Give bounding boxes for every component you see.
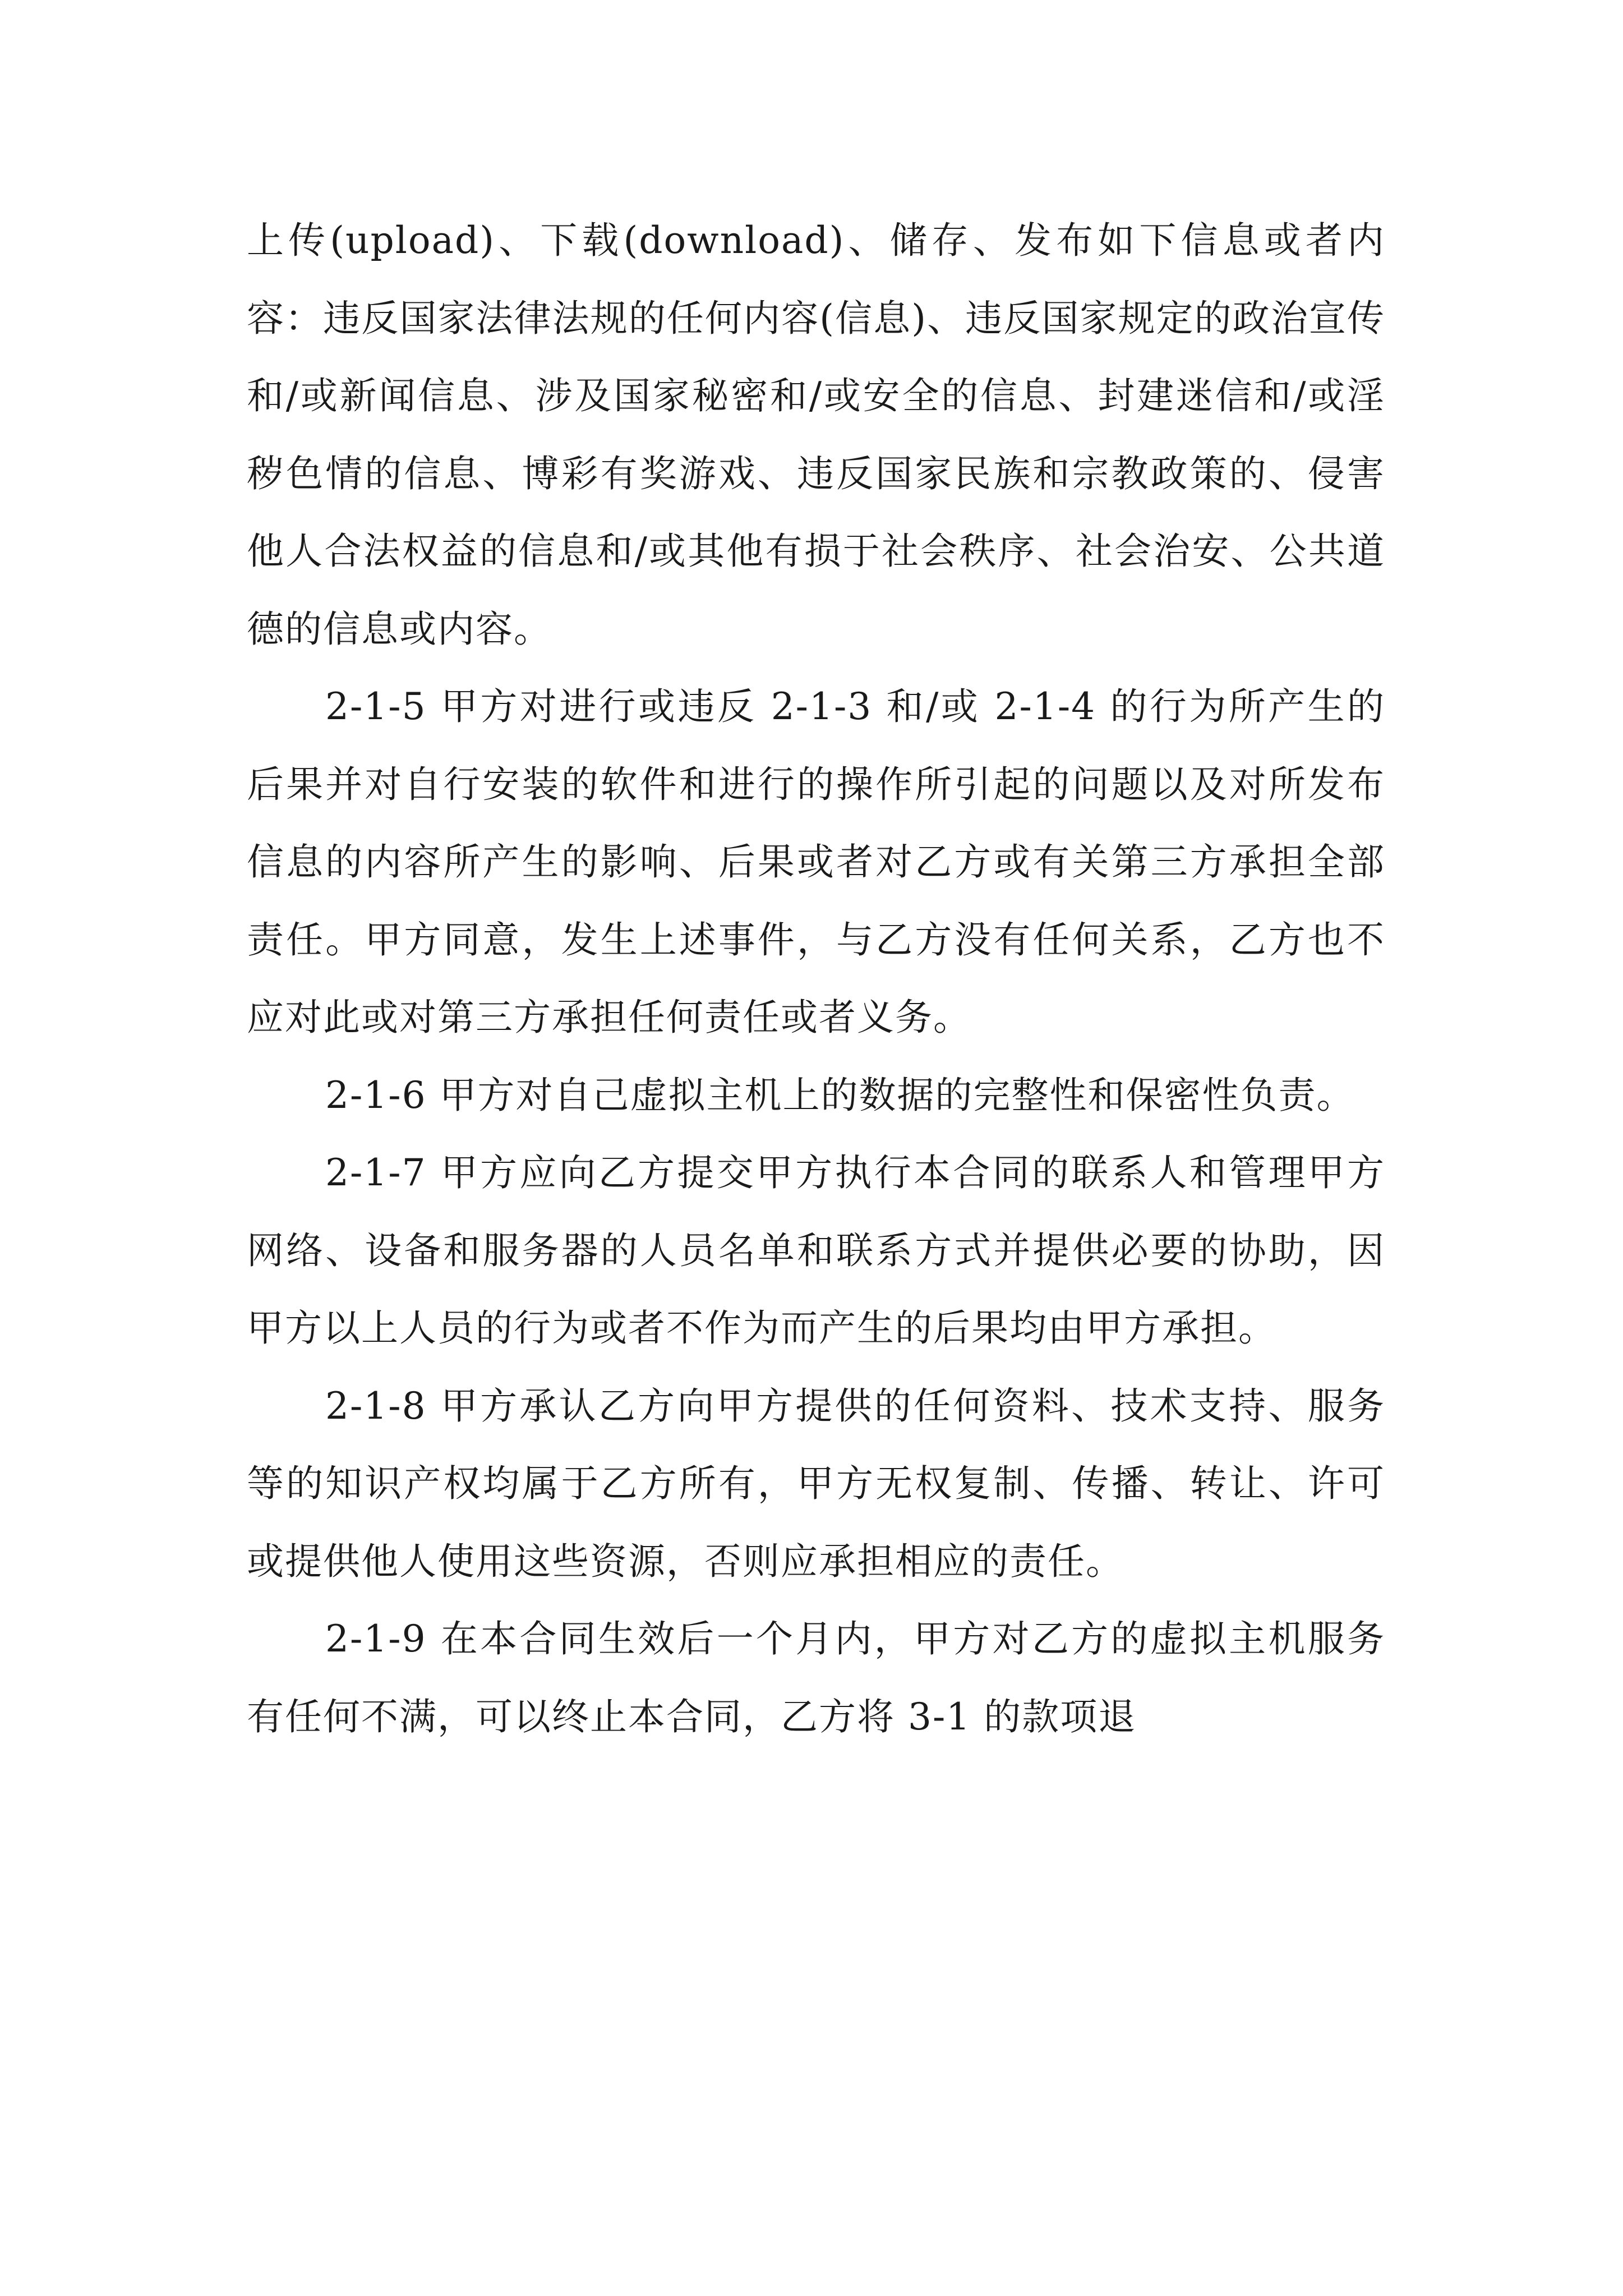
paragraph-clause-2-1-8: 2-1-8 甲方承认乙方向甲方提供的任何资料、技术支持、服务等的知识产权均属于乙方所有，甲方无权复制、传播、转让、许可或提供他人使用这些资源，否则应承担相应的责任。 [247,1384,1385,1583]
document-page [247,202,1385,1756]
paragraph-clause-2-1-5: 2-1-5 甲方对进行或违反 2-1-3 和/或 2-1-4 的行为所产生的后果并对自行安装的软件和进行的操作所引起的问题以及对所发布信息的内容所产生的影响、后果或者对乙方或有关第三方承担全部责任。甲方同意，发生上述事件，与乙方没有任何关系，乙方也不应对此或对第三方承担任何责任或者义务。 [247,685,1385,1039]
paragraph-clause-2-1-6: 2-1-6 甲方对自己虚拟主机上的数据的完整性和保密性负责。 [325,1073,1355,1117]
paragraph-clause-2-1-9: 2-1-9 在本合同生效后一个月内，甲方对乙方的虚拟主机服务有任何不满，可以终止本合同，乙方将 3-1 的款项退 [247,1617,1385,1738]
paragraph-clause-2-1-7: 2-1-7 甲方应向乙方提交甲方执行本合同的联系人和管理甲方网络、设备和服务器的人员名单和联系方式并提供必要的协助，因甲方以上人员的行为或者不作为而产生的后果均由甲方承担。 [247,1151,1385,1350]
paragraph-content-restrictions: 上传(upload)、下载(download)、储存、发布如下信息或者内容：违反国家法律法规的任何内容(信息)、违反国家规定的政治宣传和/或新闻信息、涉及国家秘密和/或安全的信息、封建迷信和/或淫秽色情的信息、博彩有奖游戏、违反国家民族和宗教政策的、侵害他人合法权益的信息和/或其他有损于社会秩序、社会治安、公共道德的信息或内容。 [247,219,1385,651]
